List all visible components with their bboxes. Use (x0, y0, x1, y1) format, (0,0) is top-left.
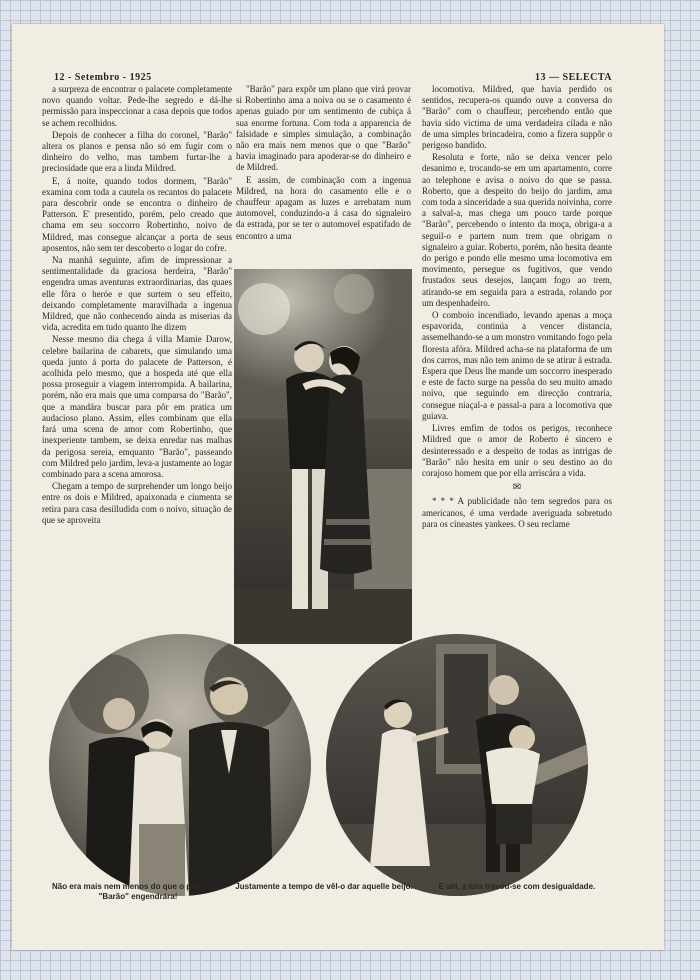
text-column-right (422, 84, 612, 634)
paragraph: Nesse mesmo dia chega á villa Mamie Darow, celebre bailarina de cabarets, que simulando uma queda junto á porta do palacete de Patterson, é acolhida pelo mesmo, que a hospeda até que ella possa proseguir a viagem interrompida. A bailarina, porém, não era mais que uma comparsa do "Barão", que a mandára buscar para pôr em pratica um audacioso plano. Assim, elles combinam que ella fará uma scena de amor com Robertinho, que inexperiente tambem, se deixa enredar nas malhas da perigosa sereia, emquanto "Barão", passeando com Mildred pelo jardim, leva-a justamente ao logar combinado para a scena amorosa. (42, 334, 232, 479)
paragraph: a surpreza de encontrar o palacete completamente novo quando voltar. Pede-lhe segredo e dá-lhe permissão para inspeccionar a casa depois que todos se achem recolhidos. (42, 84, 232, 128)
paragraph: O comboio incendiado, levando apenas a moça espavorida, continúa a vencer distancia, assemelhando-se a um monstro vomitando fogo pela floresta afóra. Mildred acha-se na plataforma de um dos carros, mas não tem animo de se atirar á estrada. Espera que Deus lhe mande um soccorro inesperado e este de facto surge na pessôa do seu muito amado noivo, que seguindo em direcção contraria, consegue niaçal-a e passal-a para a locomotiva que guiava. (422, 310, 612, 421)
caption-center: Justamente a tempo de vêl-o dar aquelle beijo. (235, 882, 413, 891)
group-in-garden-photo (47, 632, 313, 898)
caption-left: Não era mais nem menos do que o plano que "Barão" engendrára! (51, 882, 225, 901)
text-column-left (42, 84, 232, 634)
paragraph: locomotiva. Mildred, que havia perdido os sentidos, recupera-os quando ouve a conversa do "Barão" com o chauffeur, percebendo então que havia sido victima de uma verdadeira cilada e não de uma simples brincadeira, como a fizera suppôr o perigoso bandido. (422, 84, 612, 151)
page-title: 13 — SELECTA (535, 72, 612, 83)
paragraph: Chegam a tempo de surprehender um longo beijo entre os dois e Mildred, apaixonada e ciumenta se retira para casa desilludida com o noivo, situação de que se aproveita (42, 481, 232, 525)
paragraph: Na manhã seguinte, afim de impressionar a sentimentalidade da graciosa herdeira, "Barão" engendra umas aventuras extraordinarias, das quaes elle fôra o heróe e que surtem o seu effeito, deixando completamente maravilhada a ingenua Mildred, que não conhecendo ainda as miserias da vida, acredita em tudo quanto lhe dizem (42, 255, 232, 333)
ornament-icon: ✉ (512, 482, 522, 494)
paragraph: E assim, de combinação com a ingenua Mildred, na hora do casamento elle e o chauffeur apagam as luzes e arrebatam num automovel, conduzindo-a á casa do signaleiro da estrada, por se ter o automovel espatifado de encontro a uma (236, 174, 411, 241)
couple-kissing-photo (234, 269, 412, 644)
caption-right: E alli, a luta travou-se com desigualdade. (438, 882, 596, 891)
paragraph: * * * A publicidade não tem segredos para os americanos, é uma verdade averiguada sobretudo para os cineastes yankees. O seu reclame (422, 496, 612, 529)
paragraph: Resoluta e forte, não se deixa vencer pelo desanimo e, trocando-se em um apartamento, corre ao telephone e avisa o noivo do que se passa. Roberto, que a despeito do beijo do jardim, ama com toda a sinceridade a sua querida noivinha, corre a salval-a, mas chega um pouco tarde porque "Barão", percebendo o intento da moça, obriga-a a seguil-o e partem num trem que obrigam o signaleiro a guiar. Roberto, porém, não hesita deante do perigo e pondo elle mesmo uma locomotiva em movimento, persegue os fugitivos, que vendo frustados seus desejos, lançam fogo ao trem, atirando-se em seguida para a estrada, rolando por um despenhadeiro. (422, 152, 612, 308)
paragraph: Livres emfim de todos os perigos, reconhece Mildred que o amor de Roberto é sincero e desinteressado e a despeito de todas as intrigas de "Barão" não hesita em unir o seu destino ao do corajoso homem que por ella arriscára a vida. (422, 423, 612, 478)
struggle-scene-photo (324, 632, 590, 898)
magazine-page (12, 24, 664, 950)
paragraph: E, á noite, quando todos dormem, "Barão" examina com toda a cautela os recantos do palacete para descobrir onde se encontra o dinheiro de Patterson. E' presentido, porém, pelo creado que chama em seu soccorro Robertinho, noivo de Mildred, mas consegue alcançar a porta de seus aposentos, não sem ter descoberto o logar do cofre. (42, 175, 232, 253)
paragraph: "Barão" para expôr um plano que virá provar si Robertinho ama a noiva ou se o casamento é apenas guiado por um sentimento de cubiça á sua enorme fortuna. Com toda a apparencia de falsidade e simples simulação, a combinação não era mais nem menos que o que "Barão" havia imaginado para apoderar-se do dinheiro e de Mildred. (236, 84, 411, 173)
text-column-middle (236, 84, 411, 289)
issue-date: 12 - Setembro - 1925 (54, 72, 152, 83)
paragraph: Depois de conhecer a filha do coronel, "Barão" altera os planos e pensa não só em fugir com o dinheiro do velho, mas tambem furtar-lhe a preciosidade que era a linda Mildred. (42, 129, 232, 174)
